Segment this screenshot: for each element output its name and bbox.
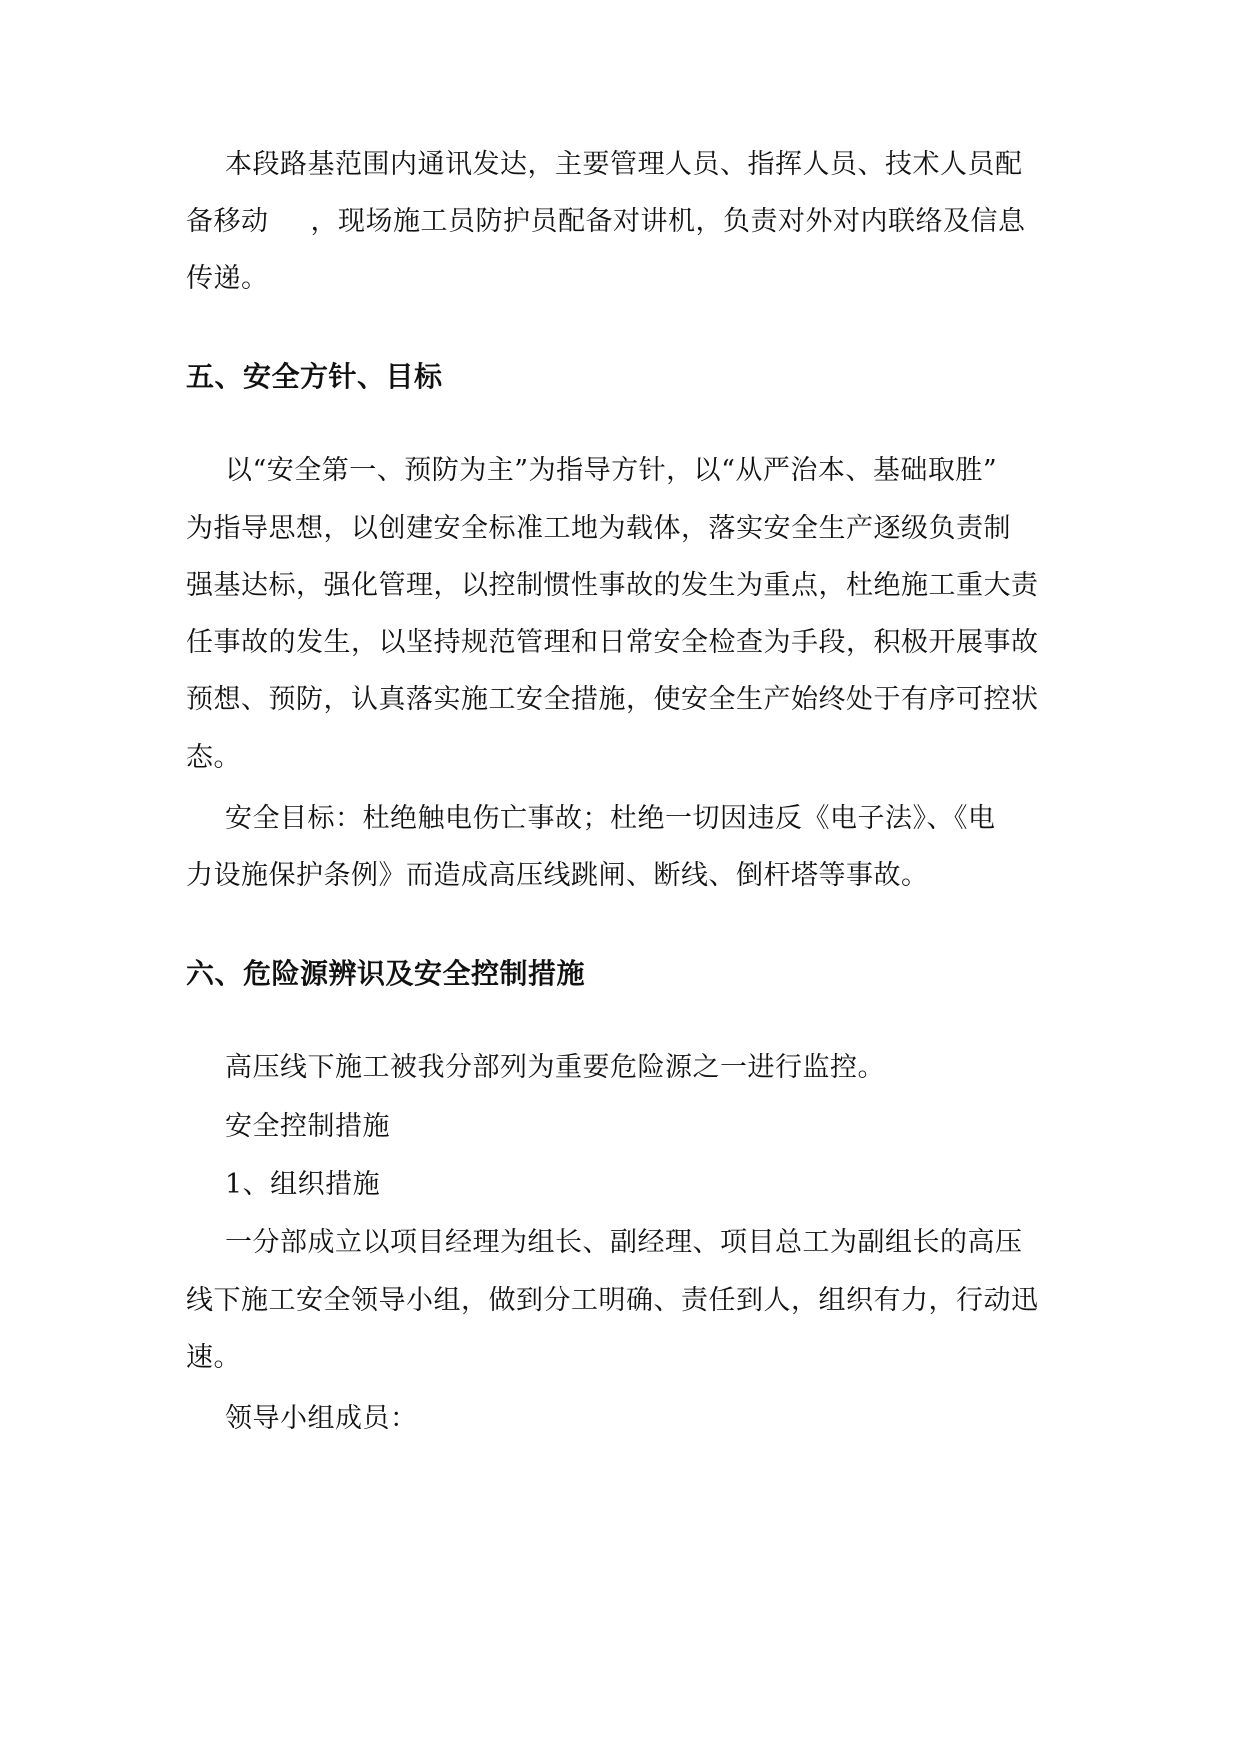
text-fragment: 备移动 bbox=[186, 206, 269, 237]
paragraph-line: 传递。 bbox=[186, 263, 269, 294]
paragraph-line: 以“安全第一、预防为主”为指导方针，以“从严治本、基础取胜” bbox=[225, 455, 998, 486]
paragraph-line: 预想、预防，认真落实施工安全措施，使安全生产始终处于有序可控状 bbox=[186, 684, 1039, 715]
paragraph-line: 为指导思想，以创建安全标准工地为载体，落实安全生产逐级负责制 bbox=[186, 513, 1011, 544]
paragraph-line: 强基达标，强化管理，以控制惯性事故的发生为重点，杜绝施工重大责 bbox=[186, 570, 1039, 601]
paragraph-line: 任事故的发生，以坚持规范管理和日常安全检查为手段，积极开展事故 bbox=[186, 627, 1039, 658]
paragraph-line: 高压线下施工被我分部列为重要危险源之一进行监控。 bbox=[225, 1052, 885, 1083]
paragraph-line bbox=[186, 205, 1026, 239]
paragraph-line: 安全目标：杜绝触电伤亡事故；杜绝一切因违反《电子法》、《电 bbox=[225, 803, 996, 834]
paragraph-line: 1、组织措施 bbox=[225, 1169, 381, 1200]
section-heading: 六、危险源辨识及安全控制措施 bbox=[186, 957, 586, 990]
paragraph-line: 线下施工安全领导小组，做到分工明确、责任到人，组织有力，行动迅 bbox=[186, 1285, 1039, 1316]
paragraph-line: 本段路基范围内通讯发达，主要管理人员、指挥人员、技术人员配 bbox=[225, 149, 1023, 180]
paragraph-line: 态。 bbox=[186, 742, 241, 773]
text-fragment: ，现场施工员防护员配备对讲机，负责对外对内联络及信息 bbox=[310, 206, 1026, 237]
page-content bbox=[186, 0, 1066, 1754]
paragraph-line: 安全控制措施 bbox=[225, 1111, 390, 1142]
paragraph-line: 速。 bbox=[186, 1342, 241, 1373]
paragraph-line: 一分部成立以项目经理为组长、副经理、项目总工为副组长的高压 bbox=[225, 1227, 1023, 1258]
paragraph-line: 领导小组成员： bbox=[225, 1403, 418, 1434]
paragraph-line: 力设施保护条例》而造成高压线跳闸、断线、倒杆塔等事故。 bbox=[186, 860, 929, 891]
section-heading: 五、安全方针、目标 bbox=[186, 360, 443, 393]
